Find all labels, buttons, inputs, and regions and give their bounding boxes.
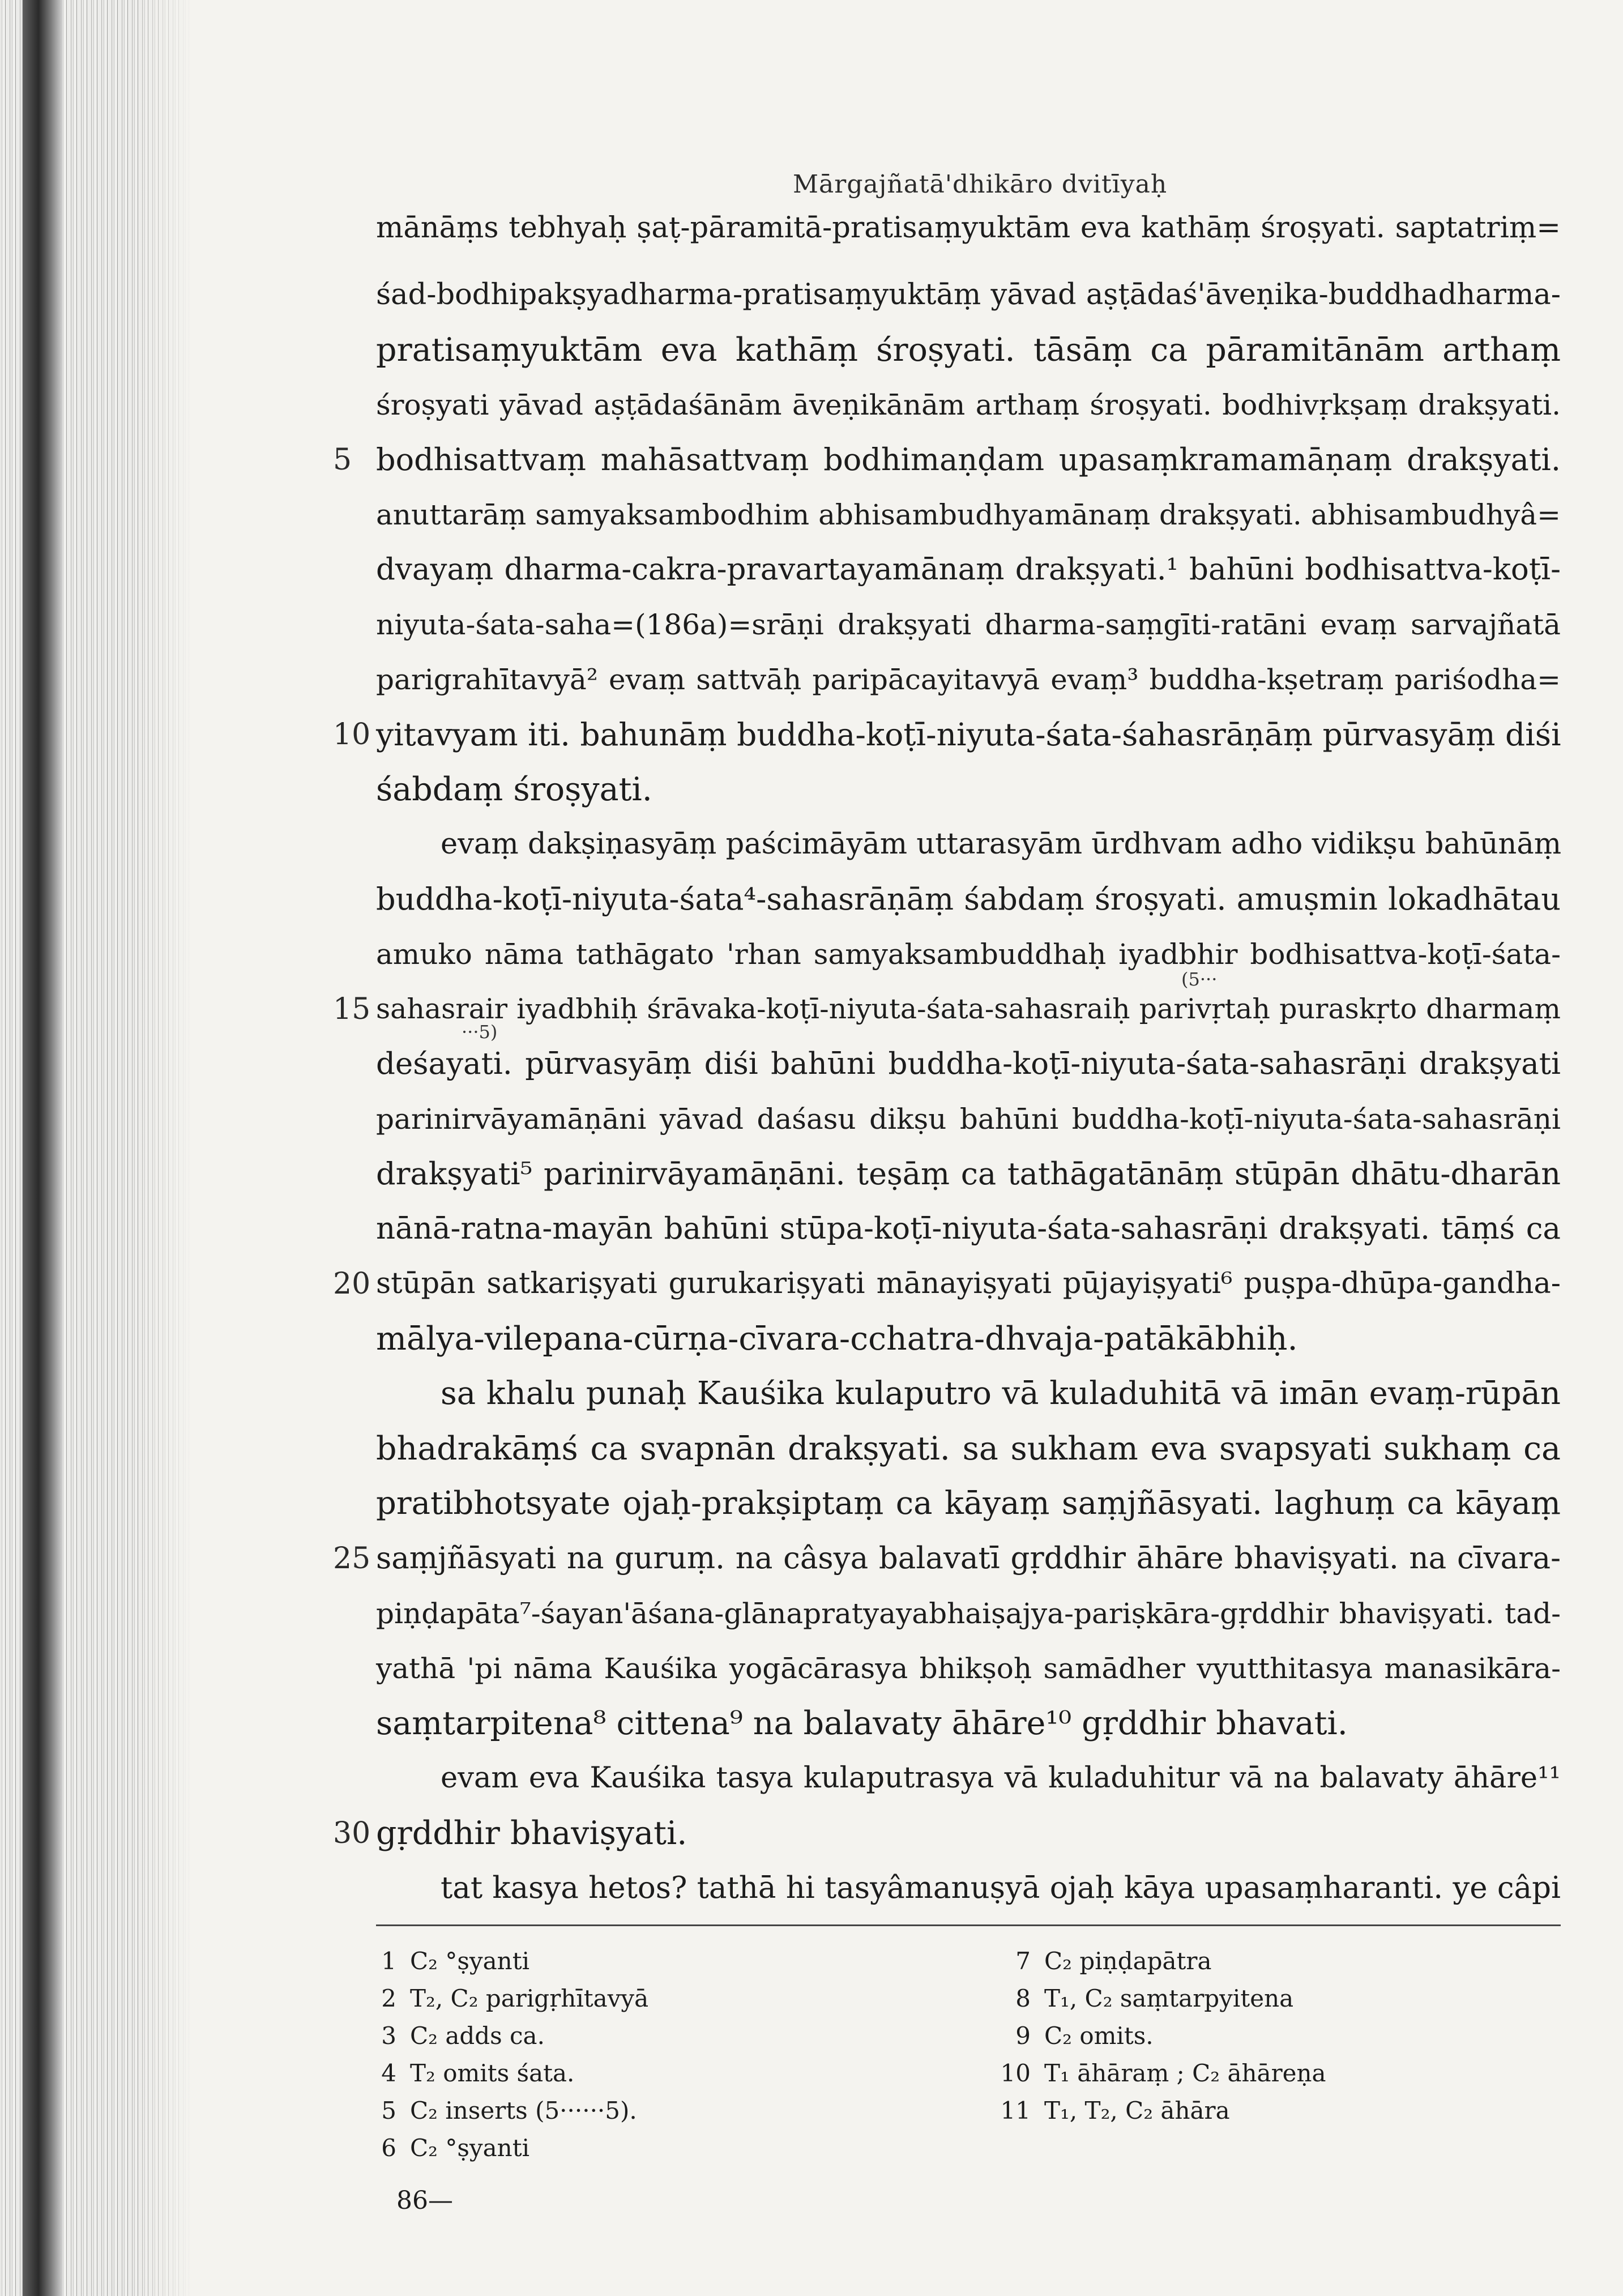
footnote-text: C₂ omits. [1044,2022,1154,2050]
text-line: nānā-ratna-mayān bahūni stūpa-koṭī-niyuta-śata-sahasrāṇi drakṣyati. tāṃś ca [376,1211,1561,1246]
text-line: evaṃ dakṣiṇasyāṃ paścimāyām uttarasyām ūrdhvam adho vidikṣu bahūnāṃ [441,827,1562,861]
text-line: saṃtarpitena⁸ cittena⁹ na balavaty āhāre¹⁰ gṛddhir bhavati. [376,1705,1348,1742]
text-line: deśayati. pūrvasyāṃ diśi bahūni buddha-koṭī-niyuta-śata-sahasrāṇi drakṣyati [376,1047,1561,1081]
footnote-number: 4 [381,2059,396,2087]
footnote-number: 11 [1000,2097,1031,2124]
text-line: śroṣyati yāvad aṣṭādaśānām āveṇikānām arthaṃ śroṣyati. bodhivṛkṣaṃ drakṣyati. [376,389,1561,421]
text-line: buddha-koṭī-niyuta-śata⁴-sahasrāṇāṃ śabdaṃ śroṣyati. amuṣmin lokadhātau [376,881,1561,917]
footnote-number: 1 [381,1947,396,1975]
text-line: pratibhotsyate ojaḥ-prakṣiptaṃ ca kāyaṃ saṃjñāsyati. laghuṃ ca kāyaṃ [376,1485,1561,1522]
text-line: sahasrair iyadbhiḥ śrāvaka-koṭī-niyuta-śata-sahasraiḥ parivṛtaḥ puraskṛto dharmaṃ [376,993,1561,1025]
footnote-number: 5 [381,2097,396,2124]
text-line: mānāṃs tebhyaḥ ṣaṭ-pāramitā-pratisaṃyuktām eva kathāṃ śroṣyati. saptatriṃ= [376,211,1561,245]
footnote-number: 8 [1015,1985,1031,2012]
text-line: yitavyam iti. bahunāṃ buddha-koṭī-niyuta-śata-śahasrāṇāṃ pūrvasyāṃ diśi [376,716,1561,753]
footnote-text: T₂ omits śata. [410,2059,575,2087]
footnote [362,2092,637,2129]
footnote-number: 3 [381,2022,396,2050]
footnote [362,1943,529,1980]
footnote [997,2017,1154,2055]
text-line: dvayaṃ dharma-cakra-pravartayamānaṃ drakṣyati.¹ bahūni bodhisattva-koṭī- [376,552,1561,587]
footnote-number: 7 [1015,1947,1031,1975]
footnote [997,1943,1212,1980]
line-number: 15 [333,992,371,1026]
footnote-text: T₁, C₂ saṃtarpyitena [1044,1985,1294,2012]
line-number: 30 [333,1816,371,1850]
footnote-number: 6 [381,2134,396,2162]
insertion-marker-open: (5··· [1181,968,1218,990]
footnote-text: T₁, T₂, C₂ āhāra [1044,2097,1230,2124]
text-line: amuko nāma tathāgato 'rhan samyaksambuddhaḥ iyadbhir bodhisattva-koṭī-śata- [376,938,1561,971]
line-number: 10 [333,718,371,752]
footnote [997,2055,1326,2092]
footnote [997,2092,1230,2129]
text-line: evam eva Kauśika tasya kulaputrasya vā kuladuhitur vā na balavaty āhāre¹¹ [441,1761,1561,1795]
text-line: śad-bodhipakṣyadharma-pratisaṃyuktāṃ yāvad aṣṭādaś'āveṇika-buddhadharma- [376,278,1561,311]
footnote-number: 9 [1015,2022,1031,2050]
footnote [362,1980,648,2017]
footnote-text: T₂, C₂ parigṛhītavyā [410,1985,649,2012]
text-line: niyuta-śata-saha=(186a)=srāṇi drakṣyati dharma-saṃgīti-ratāni evaṃ sarvajñatā [376,608,1561,641]
running-header: Mārgajñatā'dhikāro dvitīyaḥ [793,170,1168,199]
book-spine-fade [136,0,193,2296]
text-line: śabdaṃ śroṣyati. [376,771,652,808]
footnote-number: 2 [381,1985,396,2012]
text-line: bodhisattvaṃ mahāsattvaṃ bodhimaṇḍam upasaṃkramamāṇaṃ drakṣyati. [376,442,1561,477]
text-line: mālya-vilepana-cūrṇa-cīvara-cchatra-dhvaja-patākābhiḥ. [376,1320,1298,1358]
line-number: 25 [333,1542,371,1576]
footnote-text: C₂ inserts (5······5). [410,2097,637,2124]
footnote-text: C₂ °ṣyanti [410,2134,530,2162]
text-line: sa khalu punaḥ Kauśika kulaputro vā kuladuhitā vā imān evaṃ-rūpān [441,1375,1561,1412]
text-line: gṛddhir bhaviṣyati. [376,1815,687,1852]
footnote-number: 10 [1000,2059,1031,2087]
text-line: drakṣyati⁵ parinirvāyamāṇāni. teṣāṃ ca tathāgatānāṃ stūpān dhātu-dharān [376,1156,1561,1192]
footnote-rule [376,1924,1561,1926]
line-number: 5 [333,443,352,477]
text-line: yathā 'pi nāma Kauśika yogācārasya bhikṣoḥ samādher vyutthitasya manasikāra- [376,1652,1561,1685]
text-line: parinirvāyamāṇāni yāvad daśasu dikṣu bahūni buddha-koṭī-niyuta-śata-sahasrāṇi [376,1103,1561,1136]
book-spine-edge [23,0,62,2296]
insertion-marker-close: ···5) [462,1021,498,1043]
text-line: pratisaṃyuktām eva kathāṃ śroṣyati. tāsāṃ ca pāramitānām arthaṃ [376,331,1561,369]
footnote-text: C₂ °ṣyanti [410,1947,530,1975]
page-number: 86— [396,2186,453,2215]
footnote-text: C₂ piṇḍapātra [1044,1947,1212,1975]
text-line: piṇḍapāta⁷-śayan'āśana-glānapratyayabhaiṣajya-pariṣkāra-gṛddhir bhaviṣyati. tad- [376,1597,1561,1630]
text-line: tat kasya hetos? tathā hi tasyâmanuṣyā ojaḥ kāya upasaṃharanti. ye câpi [441,1871,1561,1905]
text-line: bhadrakāṃś ca svapnān drakṣyati. sa sukham eva svapsyati sukhaṃ ca [376,1430,1561,1467]
footnote [362,2129,529,2167]
text-line: anuttarāṃ samyaksambodhim abhisambudhyamānaṃ drakṣyati. abhisambudhyâ= [376,498,1561,531]
footnote-text: T₁ āhāraṃ ; C₂ āhāreṇa [1044,2059,1326,2087]
footnote [362,2017,545,2055]
text-line: parigrahītavyā² evaṃ sattvāḥ paripācayitavyā evaṃ³ buddha-kṣetraṃ pariśodha= [376,663,1561,696]
line-number: 20 [333,1267,371,1301]
text-line: saṃjñāsyati na guruṃ. na câsya balavatī gṛddhir āhāre bhaviṣyati. na cīvara- [376,1541,1561,1576]
footnote [362,2055,574,2092]
footnote [997,1980,1293,2017]
footnote-text: C₂ adds ca. [410,2022,545,2050]
text-line: stūpān satkariṣyati gurukariṣyati mānayiṣyati pūjayiṣyati⁶ puṣpa-dhūpa-gandha- [376,1267,1561,1300]
